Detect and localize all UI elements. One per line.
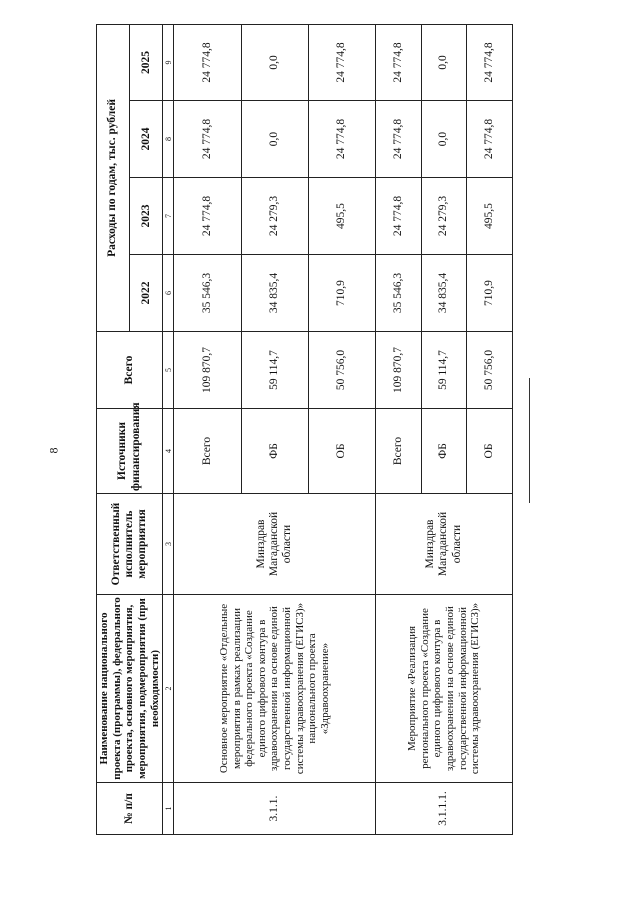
year-2025: 24 774,8 [467, 24, 513, 100]
total: 109 870,7 [174, 332, 241, 409]
year-2023: 24 774,8 [174, 178, 241, 255]
row-number: 3.1.1.1. [376, 783, 512, 835]
total: 109 870,7 [376, 332, 421, 409]
source: ОБ [467, 409, 513, 494]
col-index: 7 [163, 178, 174, 255]
col-index: 6 [163, 255, 174, 332]
source: Всего [376, 409, 421, 494]
header-year-2024: 2024 [130, 101, 163, 178]
year-2023: 24 279,3 [421, 178, 466, 255]
year-2024: 24 774,8 [467, 101, 513, 178]
total: 59 114,7 [241, 332, 308, 409]
header-sources: Источники финансирования [97, 409, 163, 494]
row-number: 3.1.1. [174, 783, 376, 835]
year-2022: 34 835,4 [241, 255, 308, 332]
executor: Минздрав Магаданской области [376, 494, 512, 595]
year-2023: 495,5 [308, 178, 375, 255]
year-2024: 24 774,8 [174, 101, 241, 178]
source: Всего [174, 409, 241, 494]
signature-line [529, 378, 530, 503]
table-row [174, 24, 241, 834]
year-2023: 24 279,3 [241, 178, 308, 255]
col-index: 1 [163, 783, 174, 835]
col-index: 8 [163, 101, 174, 178]
col-index: 9 [163, 24, 174, 100]
year-2024: 0,0 [421, 101, 466, 178]
year-2024: 0,0 [241, 101, 308, 178]
header-total: Всего [97, 332, 163, 409]
activity-name: Мероприятие «Реализация регионального проекта «Создание единого цифрового контура в здравоохранении на основе единой государственной информационной системы здравоохранения (ЕГИСЗ)» [376, 595, 512, 783]
year-2025: 24 774,8 [308, 24, 375, 100]
header-year-2025: 2025 [130, 24, 163, 100]
table-row [376, 24, 421, 834]
executor: Минздрав Магаданской области [174, 494, 376, 595]
col-index: 2 [163, 595, 174, 783]
expenses-table [96, 24, 513, 835]
year-2022: 35 546,3 [174, 255, 241, 332]
column-index-row [163, 24, 174, 834]
header-year-2023: 2023 [130, 178, 163, 255]
year-2024: 24 774,8 [308, 101, 375, 178]
year-2025: 0,0 [421, 24, 466, 100]
page-number: 8 [46, 447, 61, 454]
total: 59 114,7 [421, 332, 466, 409]
source: ОБ [308, 409, 375, 494]
col-index: 5 [163, 332, 174, 409]
header-expenses: Расходы по годам, тыс. рублей [97, 24, 130, 331]
year-2022: 710,9 [308, 255, 375, 332]
year-2025: 0,0 [241, 24, 308, 100]
header-no: № п/п [97, 783, 163, 835]
year-2023: 24 774,8 [376, 178, 421, 255]
year-2022: 710,9 [467, 255, 513, 332]
year-2025: 24 774,8 [376, 24, 421, 100]
header-year-2022: 2022 [130, 255, 163, 332]
year-2022: 35 546,3 [376, 255, 421, 332]
col-index: 4 [163, 409, 174, 494]
col-index: 3 [163, 494, 174, 595]
year-2025: 24 774,8 [174, 24, 241, 100]
header-row [97, 24, 130, 834]
header-name: Наименование национального проекта (программы), федерального проекта, основного мероприятия, мероприятия, подмероприятия (при необходимости) [97, 595, 163, 783]
year-2022: 34 835,4 [421, 255, 466, 332]
rotated-table-wrapper [96, 25, 495, 835]
activity-name: Основное мероприятие «Отдельные мероприятия в рамках реализации федерального проекта «Создание единого цифрового контура в здравоохранении на основе единой государственной информационной системы здравоохранения (ЕГИСЗ)» национального проекта «Здравоохранение» [174, 595, 376, 783]
source: ФБ [421, 409, 466, 494]
total: 50 756,0 [467, 332, 513, 409]
total: 50 756,0 [308, 332, 375, 409]
source: ФБ [241, 409, 308, 494]
year-2023: 495,5 [467, 178, 513, 255]
year-2024: 24 774,8 [376, 101, 421, 178]
header-executor: Ответственный исполнитель мероприятия [97, 494, 163, 595]
